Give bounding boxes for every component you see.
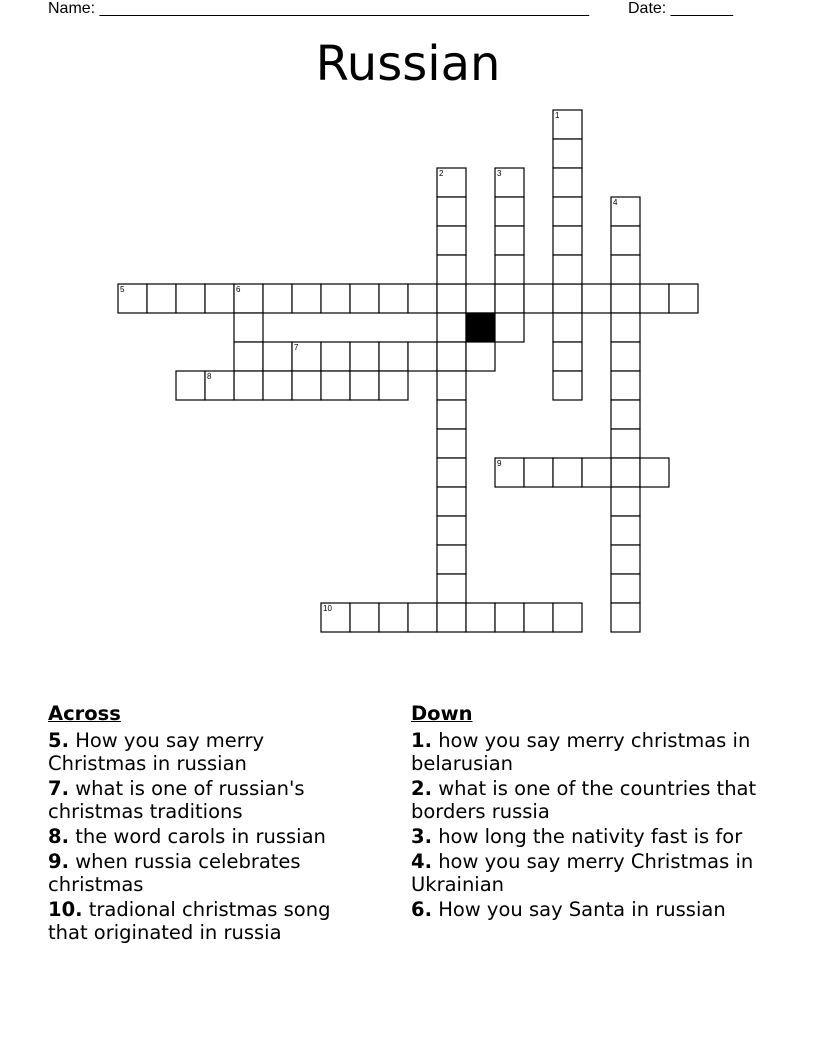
grid-cell[interactable] (640, 458, 669, 487)
down-clue (411, 729, 761, 775)
grid-cell[interactable] (437, 313, 466, 342)
grid-cell[interactable] (292, 371, 321, 400)
grid-cell[interactable] (495, 226, 524, 255)
grid-cell[interactable] (524, 458, 553, 487)
clue-number: 4. (411, 850, 432, 873)
grid-cell[interactable] (321, 284, 350, 313)
down-clues (411, 702, 761, 923)
clue-number: 1. (411, 729, 432, 752)
across-heading: Across (48, 702, 121, 725)
grid-cell[interactable] (379, 603, 408, 632)
across-clue (48, 898, 368, 944)
cell-number: 4 (613, 198, 618, 207)
clue-text: what is one of russian's christmas traditions (48, 777, 305, 823)
grid-cell[interactable] (466, 284, 495, 313)
grid-cell[interactable] (553, 197, 582, 226)
down-clue (411, 825, 761, 848)
clue-number: 5. (48, 729, 69, 752)
clue-text: when russia celebrates christmas (48, 850, 301, 896)
down-heading: Down (411, 702, 473, 725)
grid-cell[interactable] (466, 603, 495, 632)
clue-text: what is one of the countries that borders russia (411, 777, 757, 823)
grid-cell[interactable] (263, 342, 292, 371)
grid-cell[interactable] (553, 371, 582, 400)
across-clue (48, 825, 368, 848)
grid-cell[interactable] (611, 197, 640, 226)
grid-cell[interactable] (292, 342, 321, 371)
grid-cell[interactable] (437, 226, 466, 255)
grid-cell[interactable] (611, 458, 640, 487)
grid-cell[interactable] (234, 342, 263, 371)
grid-cell[interactable] (611, 603, 640, 632)
grid-cell[interactable] (350, 342, 379, 371)
grid-cell[interactable] (437, 487, 466, 516)
cell-number: 2 (439, 169, 444, 178)
grid-cell[interactable] (553, 284, 582, 313)
clue-number: 10. (48, 898, 83, 921)
grid-cell[interactable] (611, 255, 640, 284)
across-clue (48, 729, 368, 775)
grid-cell[interactable] (437, 429, 466, 458)
grid-cell[interactable] (640, 284, 669, 313)
across-clues (48, 702, 368, 946)
grid-cell[interactable] (495, 168, 524, 197)
grid-cell[interactable] (611, 371, 640, 400)
grid-cell[interactable] (553, 168, 582, 197)
grid-cell[interactable] (437, 400, 466, 429)
grid-cell[interactable] (582, 458, 611, 487)
grid-cell[interactable] (437, 545, 466, 574)
grid-cell[interactable] (321, 342, 350, 371)
clue-number: 9. (48, 850, 69, 873)
grid-cell[interactable] (205, 371, 234, 400)
grid-cell[interactable] (437, 603, 466, 632)
worksheet-header (48, 0, 748, 20)
cell-number: 10 (323, 604, 332, 613)
grid-cell[interactable] (495, 197, 524, 226)
grid-cell[interactable] (437, 574, 466, 603)
cell-number: 5 (120, 285, 125, 294)
grid-cell[interactable] (437, 255, 466, 284)
grid-cell[interactable] (524, 603, 553, 632)
grid-cell[interactable] (350, 284, 379, 313)
grid-cell[interactable] (234, 313, 263, 342)
clue-text: how you say merry Christmas in Ukrainian (411, 850, 754, 896)
grid-cell[interactable] (350, 371, 379, 400)
clue-number: 8. (48, 825, 69, 848)
grid-cell[interactable] (495, 284, 524, 313)
grid-cell[interactable] (611, 313, 640, 342)
grid-cell[interactable] (408, 284, 437, 313)
down-clue (411, 850, 761, 896)
cell-number: 8 (207, 372, 212, 381)
grid-cell[interactable] (437, 516, 466, 545)
grid-cell[interactable] (611, 487, 640, 516)
puzzle-title: Russian (315, 36, 501, 92)
across-clue (48, 777, 368, 823)
grid-cell[interactable] (234, 284, 263, 313)
clue-text: the word carols in russian (75, 825, 326, 848)
grid-cell[interactable] (611, 284, 640, 313)
grid-cell[interactable] (553, 313, 582, 342)
black-cell (466, 313, 495, 342)
grid-cell[interactable] (350, 603, 379, 632)
clue-text: How you say Santa in russian (438, 898, 726, 921)
grid-cell[interactable] (524, 284, 553, 313)
grid-cell[interactable] (437, 168, 466, 197)
grid-cell[interactable] (263, 371, 292, 400)
grid-cell[interactable] (379, 342, 408, 371)
grid-cell[interactable] (437, 197, 466, 226)
grid-cell[interactable] (437, 371, 466, 400)
grid-cell[interactable] (437, 342, 466, 371)
grid-cell[interactable] (611, 545, 640, 574)
grid-cell[interactable] (408, 342, 437, 371)
clue-number: 2. (411, 777, 432, 800)
down-clue (411, 777, 761, 823)
clue-text: how long the nativity fast is for (438, 825, 743, 848)
grid-cell[interactable] (553, 226, 582, 255)
grid-cell[interactable] (553, 255, 582, 284)
clue-number: 3. (411, 825, 432, 848)
down-clue (411, 898, 761, 921)
grid-cell[interactable] (147, 284, 176, 313)
grid-cell[interactable] (437, 284, 466, 313)
grid-cell[interactable] (553, 342, 582, 371)
grid-cell[interactable] (553, 139, 582, 168)
cell-number: 7 (294, 343, 299, 352)
date-field-label[interactable]: Date: _______ (628, 0, 733, 17)
cell-number: 1 (555, 111, 560, 120)
grid-cell[interactable] (379, 284, 408, 313)
grid-cell[interactable] (611, 226, 640, 255)
clue-text: How you say merry Christmas in russian (48, 729, 265, 775)
cell-number: 3 (497, 169, 502, 178)
grid-cell[interactable] (292, 284, 321, 313)
grid-cell[interactable] (495, 313, 524, 342)
across-clue (48, 850, 368, 896)
cell-number: 9 (497, 459, 502, 468)
grid-cell[interactable] (466, 342, 495, 371)
grid-cell[interactable] (234, 371, 263, 400)
grid-cell[interactable] (437, 458, 466, 487)
grid-cell[interactable] (582, 284, 611, 313)
grid-cell[interactable] (321, 371, 350, 400)
clue-number: 7. (48, 777, 69, 800)
grid-cell[interactable] (553, 603, 582, 632)
grid-cell[interactable] (495, 255, 524, 284)
grid-cell[interactable] (379, 371, 408, 400)
grid-cell[interactable] (611, 574, 640, 603)
grid-cell[interactable] (495, 458, 524, 487)
grid-cell[interactable] (553, 110, 582, 139)
clue-number: 6. (411, 898, 432, 921)
grid-cell[interactable] (553, 458, 582, 487)
grid-cell[interactable] (611, 429, 640, 458)
grid-cell[interactable] (408, 603, 437, 632)
grid-cell[interactable] (205, 284, 234, 313)
clue-text: tradional christmas song that originated in russia (48, 898, 331, 944)
grid-cell[interactable] (669, 284, 698, 313)
name-field-label[interactable]: Name: _______________________________________________________ (48, 0, 589, 17)
grid-cell[interactable] (611, 516, 640, 545)
grid-cell[interactable] (321, 603, 350, 632)
grid-cell[interactable] (495, 603, 524, 632)
grid-cell[interactable] (176, 284, 205, 313)
grid-cell[interactable] (263, 284, 292, 313)
cell-number: 6 (236, 285, 241, 294)
grid-cell[interactable] (611, 342, 640, 371)
grid-cell[interactable] (118, 284, 147, 313)
clue-text: how you say merry christmas in belarusian (411, 729, 751, 775)
grid-cell[interactable] (611, 400, 640, 429)
grid-cell[interactable] (176, 371, 205, 400)
